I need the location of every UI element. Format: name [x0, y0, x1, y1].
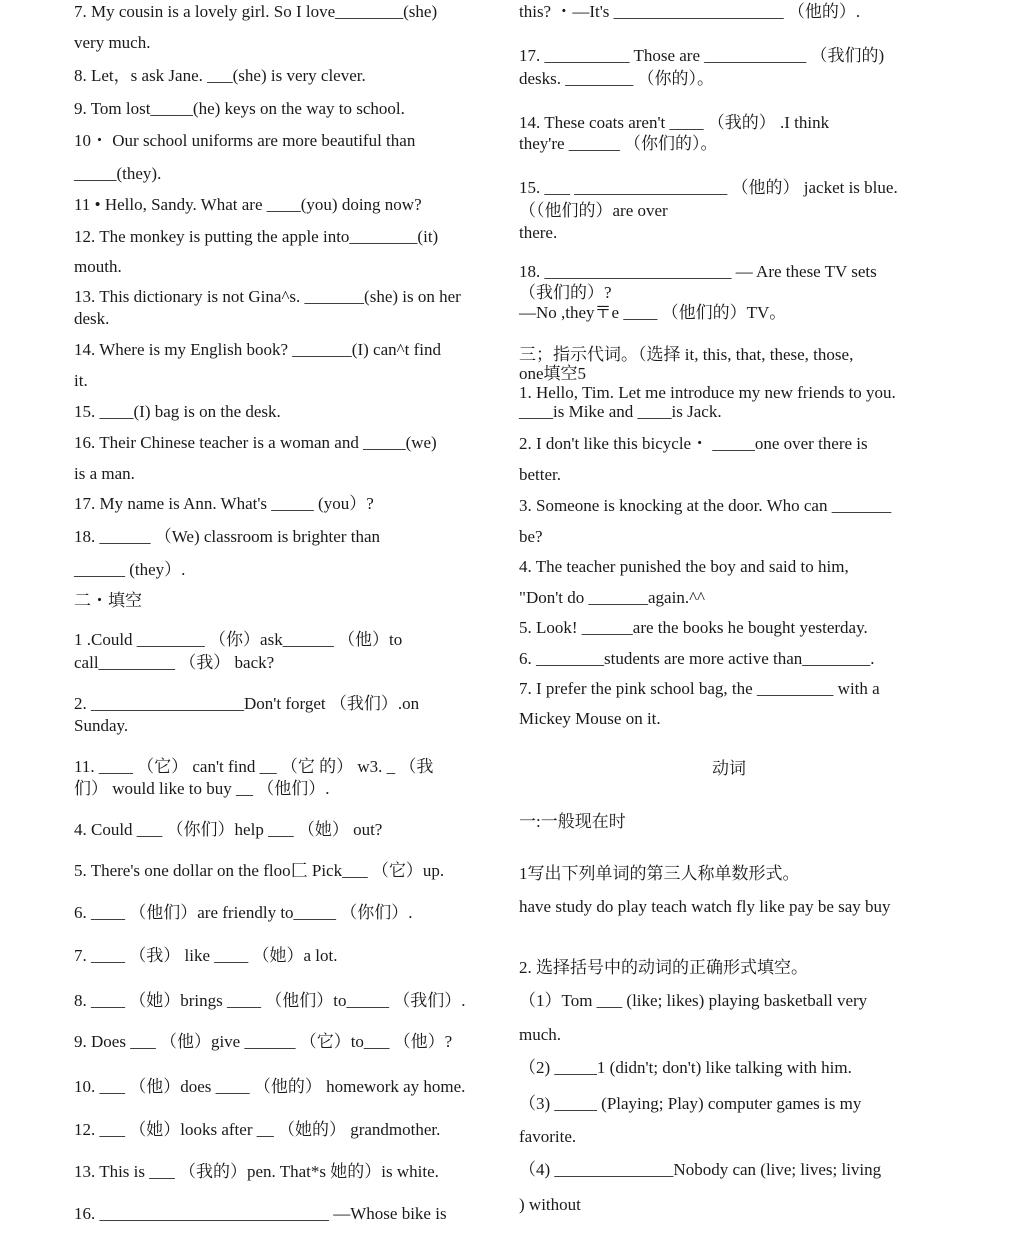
text-line: 11. ____ （它） can't find __ （它 的） w3. _ （我 — [74, 757, 434, 776]
text-line: 们） would like to buy __ （他们）. — [74, 779, 330, 798]
text-line: 9. Tom lost_____(he) keys on the way to school. — [74, 99, 405, 118]
text-line: Sunday. — [74, 716, 129, 735]
text-line: it. — [74, 371, 88, 390]
text-line: 12. The monkey is putting the apple into________(it) — [74, 227, 439, 246]
text-line: desk. — [74, 309, 110, 328]
text-line: 12. ___ （她）looks after __ （她的） grandmother. — [74, 1120, 441, 1139]
text-line: 2. 选择括号中的动词的正确形式填空。 — [519, 958, 808, 977]
text-line: 7. My cousin is a lovely girl. So I love________(she) — [74, 2, 438, 21]
text-line: 一:一般现在时 — [519, 812, 626, 831]
text-line: 1 .Could ________ （你）ask______ （他）to — [74, 630, 403, 649]
text-line: better. — [519, 465, 562, 484]
section-heading-verb: 动词 — [712, 759, 746, 778]
text-line: （3) _____ (Playing; Play) computer games is my — [519, 1094, 862, 1113]
text-line: 17. My name is Ann. What's _____ (you）? — [74, 494, 374, 513]
text-line: （2) _____1 (didn't; don't) like talking with him. — [519, 1058, 852, 1077]
text-line: 13. This is ___ （我的）pen. That*s 她的）is white. — [74, 1162, 439, 1181]
text-line: 4. Could ___ （你们）help ___ （她） out? — [74, 820, 383, 839]
text-line: （1）Tom ___ (like; likes) playing basketball very — [519, 991, 868, 1010]
text-line: 18. ______________________ — Are these TV sets — [519, 262, 877, 281]
text-line: this? ・—It's ____________________ （他的）. — [519, 2, 861, 21]
text-line: 16. Their Chinese teacher is a woman and _____(we) — [74, 433, 437, 452]
text-line: 7. I prefer the pink school bag, the _________ with a — [519, 679, 880, 698]
text-line: —No ,they〒e ____ （他们的）TV。 — [519, 303, 787, 322]
text-line: 8. Let，s ask Jane. ___(she) is very clever. — [74, 66, 366, 85]
text-line: 18. ______ （We) classroom is brighter than — [74, 527, 380, 546]
text-line: 10・ Our school uniforms are more beautiful than — [74, 131, 416, 150]
text-line: favorite. — [519, 1127, 577, 1146]
text-line: 5. Look! ______are the books he bought yesterday. — [519, 618, 868, 637]
text-line: 1写出下列单词的第三人称单数形式。 — [519, 864, 800, 883]
text-line: 3. Someone is knocking at the door. Who can _______ — [519, 496, 892, 515]
text-line: 14. Where is my English book? _______(I) can^t find — [74, 340, 441, 359]
text-line: mouth. — [74, 257, 122, 276]
text-line: be? — [519, 527, 543, 546]
text-line: 7. ____ （我） like ____ （她）a lot. — [74, 946, 338, 965]
text-line: desks. ________ （你的）。 — [519, 69, 715, 88]
text-line: ____is Mike and ____is Jack. — [519, 402, 722, 421]
text-line: is a man. — [74, 464, 135, 483]
text-line: 16. ___________________________ —Whose bike is — [74, 1204, 447, 1223]
text-line: 6. ________students are more active than________. — [519, 649, 875, 668]
text-line: ______ (they）. — [74, 560, 186, 579]
text-line: 15. ____(I) bag is on the desk. — [74, 402, 281, 421]
text-line: _____(they). — [74, 164, 162, 183]
text-line: 17. __________ Those are ____________ （我们的) — [519, 46, 885, 65]
text-line: ) without — [519, 1195, 581, 1214]
text-line: one填空5 — [519, 364, 587, 383]
text-line: 10. ___ （他）does ____ （他的） homework ay home. — [74, 1077, 466, 1096]
text-line: "Don't do _______again.^^ — [519, 588, 706, 607]
text-line: 8. ____ （她）brings ____ （他们）to_____ （我们）. — [74, 991, 466, 1010]
text-line: （4) ______________Nobody can (live; lives; living — [519, 1160, 882, 1179]
text-line: much. — [519, 1025, 562, 1044]
text-line: they're ______ （你们的）。 — [519, 134, 718, 153]
text-line: Mickey Mouse on it. — [519, 709, 661, 728]
text-line: have study do play teach watch fly like pay be say buy — [519, 897, 891, 916]
text-line: 6. ____ （他们）are friendly to_____ （你们）. — [74, 903, 413, 922]
text-line: 2. I don't like this bicycle・ _____one over there is — [519, 434, 868, 453]
text-line: there. — [519, 223, 558, 242]
text-line: 15. ___ __________________ （他的） jacket is blue. — [519, 178, 898, 197]
text-line: 14. These coats aren't ____ （我的） .I think — [519, 113, 830, 132]
text-line: 11 • Hello, Sandy. What are ____(you) doing now? — [74, 195, 422, 214]
text-line: 1. Hello, Tim. Let me introduce my new friends to you. — [519, 383, 896, 402]
text-line: 4. The teacher punished the boy and said to him, — [519, 557, 849, 576]
text-line: （我们的）? — [519, 283, 612, 302]
text-line: very much. — [74, 33, 151, 52]
text-line: 5. There's one dollar on the floo匚 Pick___ （它）up. — [74, 861, 445, 880]
text-line: 13. This dictionary is not Gina^s. _______(she) is on her — [74, 287, 461, 306]
text-line: 二・填空 — [74, 591, 142, 610]
text-line: 9. Does ___ （他）give ______ （它）to___ （他）? — [74, 1032, 453, 1051]
text-line: 三；指示代词。（选择 it, this, that, these, those, — [519, 345, 854, 364]
text-line: （（他们的）are over — [519, 201, 668, 220]
text-line: call_________ （我） back? — [74, 653, 275, 672]
text-line: 2. __________________Don't forget （我们）.on — [74, 694, 420, 713]
